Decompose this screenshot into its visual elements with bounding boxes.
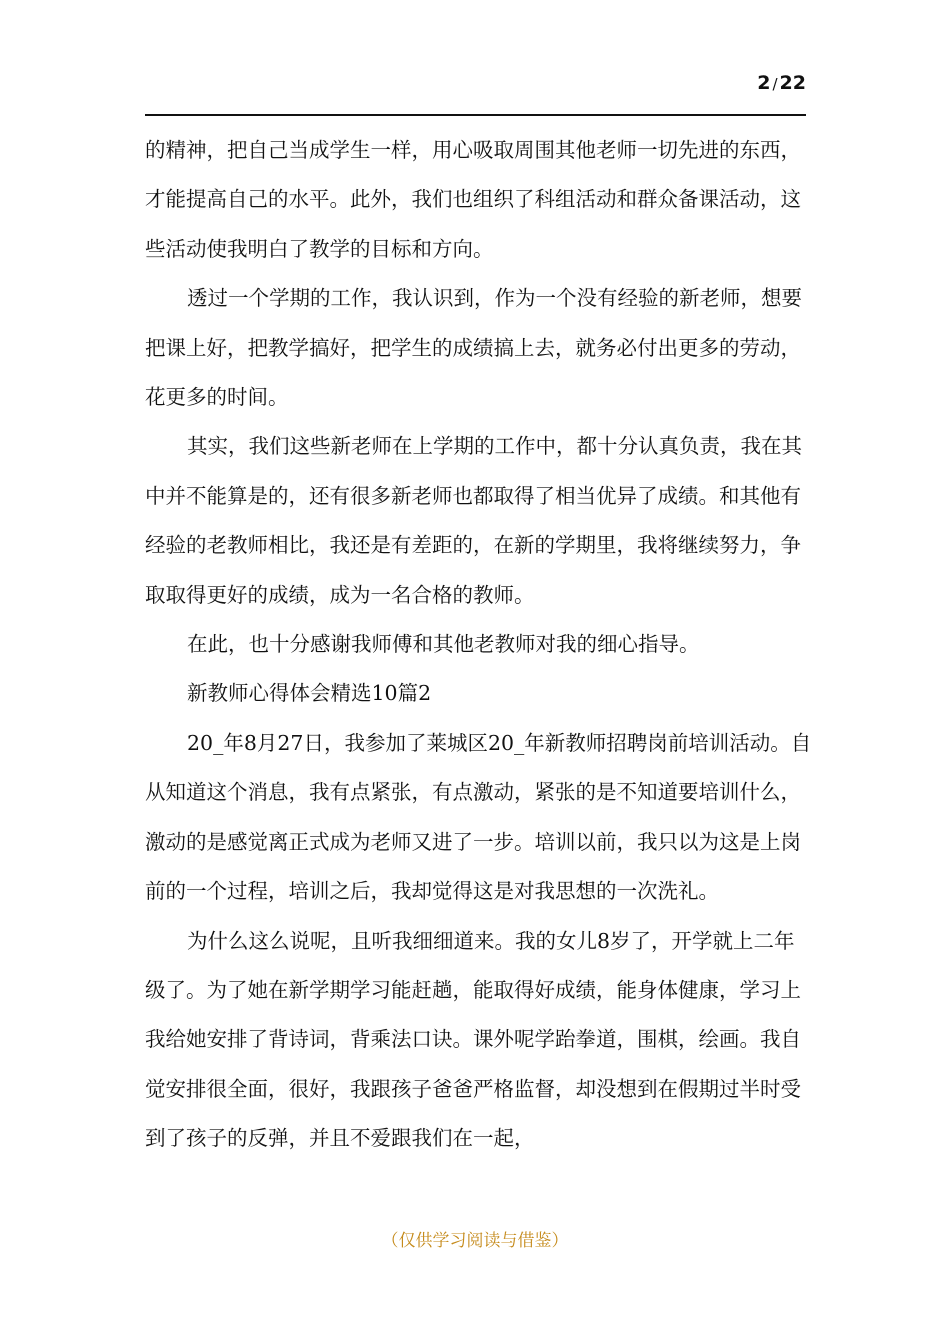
page-header xyxy=(145,68,806,116)
paragraph-3: 其实，我们这些新老师在上学期的工作中，都十分认真负责，我在其中并不能算是的，还有很多新老师也都取得了相当优异了成绩。和其他有经验的老教师相比，我还是有差距的，在新的学期里，我将继续努力，争取取得更好的成绩，成为一名合格的教师。 xyxy=(145,434,802,607)
page-current: 2 xyxy=(757,72,771,94)
paragraph-4: 在此，也十分感谢我师傅和其他老教师对我的细心指导。 xyxy=(187,632,700,657)
page-separator: / xyxy=(772,75,778,93)
footer-note: （仅供学习阅读与借鉴） xyxy=(381,1231,569,1251)
page-total: 22 xyxy=(779,72,806,94)
paragraph-6: 为什么这么说呢，且听我细细道来。我的女儿8岁了，开学就上二年级了。为了她在新学期学习能赶趟，能取得好成绩，能身体健康，学习上我给她安排了背诗词，背乘法口诀。课外呢学跆拳道，围棋，绘画。我自觉安排很全面，很好，我跟孩子爸爸严格监督，却没想到在假期过半时受到了孩子的反弹，并且不爱跟我们在一起， xyxy=(145,928,801,1151)
paragraph-1: 的精神，把自己当成学生一样，用心吸取周围其他老师一切先进的东西，才能提高自己的水平。此外，我们也组织了科组活动和群众备课活动，这些活动使我明白了教学的目标和方向。 xyxy=(145,138,801,261)
section-heading: 新教师心得体会精选10篇2 xyxy=(187,681,432,706)
document-body xyxy=(145,126,815,1164)
paragraph-5: 20_年8月27日，我参加了莱城区20_年新教师招聘岗前培训活动。自从知道这个消息，我有点紧张，有点激动，紧张的是不知道要培训什么，激动的是感觉离正式成为老师又进了一步。培训以前，我只以为这是上岗前的一个过程，培训之后，我却觉得这是对我思想的一次洗礼。 xyxy=(145,730,812,904)
paragraph-2: 透过一个学期的工作，我认识到，作为一个没有经验的新老师，想要把课上好，把教学搞好，把学生的成绩搞上去，就务必付出更多的劳动，花更多的时间。 xyxy=(145,286,802,410)
page-number xyxy=(757,72,806,94)
